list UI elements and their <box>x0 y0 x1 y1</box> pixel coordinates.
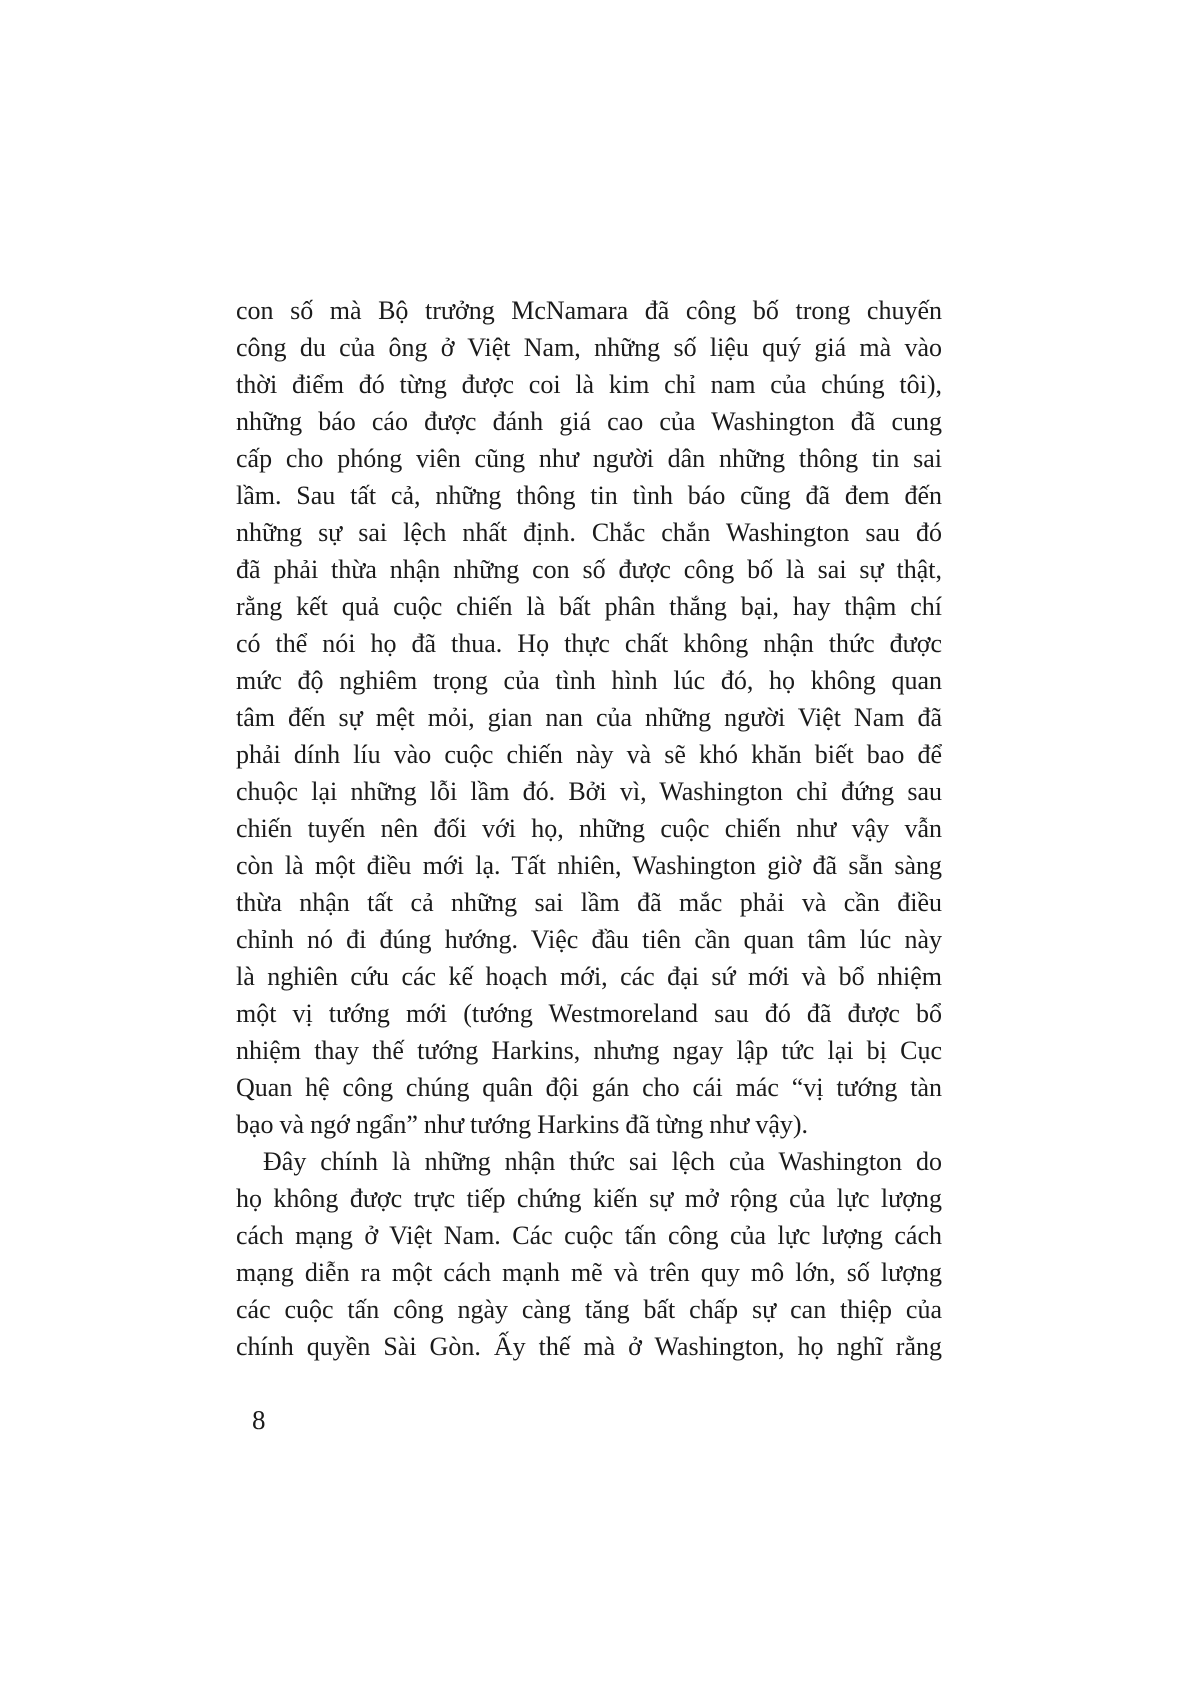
paragraph <box>236 1143 942 1365</box>
text-line: Đây chính là những nhận thức sai lệch của Washington do <box>263 1147 942 1176</box>
text-line: rằng kết quả cuộc chiến là bất phân thắng bại, hay thậm chí <box>236 592 942 621</box>
text-line: một vị tướng mới (tướng Westmoreland sau đó đã được bổ <box>236 999 942 1028</box>
text-line: chiến tuyến nên đối với họ, những cuộc chiến như vậy vẫn <box>236 814 942 843</box>
text-line: chuộc lại những lỗi lầm đó. Bởi vì, Washington chỉ đứng sau <box>236 777 942 806</box>
text-line: chỉnh nó đi đúng hướng. Việc đầu tiên cần quan tâm lúc này <box>236 925 942 954</box>
text-line: phải dính líu vào cuộc chiến này và sẽ khó khăn biết bao để <box>236 740 942 769</box>
text-line: công du của ông ở Việt Nam, những số liệu quý giá mà vào <box>236 333 942 362</box>
text-line: chính quyền Sài Gòn. Ấy thế mà ở Washington, họ nghĩ rằng <box>236 1332 942 1361</box>
text-line: đã phải thừa nhận những con số được công bố là sai sự thật, <box>236 555 942 584</box>
text-line: lầm. Sau tất cả, những thông tin tình báo cũng đã đem đến <box>236 481 942 510</box>
text-line: Quan hệ công chúng quân đội gán cho cái mác “vị tướng tàn <box>236 1073 942 1102</box>
text-line: cách mạng ở Việt Nam. Các cuộc tấn công của lực lượng cách <box>236 1221 942 1250</box>
text-line: còn là một điều mới lạ. Tất nhiên, Washington giờ đã sẵn sàng <box>236 851 942 880</box>
text-line: những báo cáo được đánh giá cao của Washington đã cung <box>236 407 942 436</box>
text-line: thừa nhận tất cả những sai lầm đã mắc phải và cần điều <box>236 888 942 917</box>
text-line: nhiệm thay thế tướng Harkins, nhưng ngay lập tức lại bị Cục <box>236 1036 942 1065</box>
text-line: thời điểm đó từng được coi là kim chỉ nam của chúng tôi), <box>236 370 942 399</box>
text-line: những sự sai lệch nhất định. Chắc chắn Washington sau đó <box>236 518 942 547</box>
text-line: mạng diễn ra một cách mạnh mẽ và trên quy mô lớn, số lượng <box>236 1258 942 1287</box>
text-line: con số mà Bộ trưởng McNamara đã công bố trong chuyến <box>236 296 942 325</box>
text-line: là nghiên cứu các kế hoạch mới, các đại sứ mới và bổ nhiệm <box>236 962 942 991</box>
text-line: bạo và ngớ ngẩn” như tướng Harkins đã từng như vậy). <box>236 1110 809 1139</box>
text-line: tâm đến sự mệt mỏi, gian nan của những người Việt Nam đã <box>236 703 942 732</box>
page-number: 8 <box>252 1405 266 1435</box>
text-block <box>236 292 942 1365</box>
text-line: có thể nói họ đã thua. Họ thực chất không nhận thức được <box>236 629 942 658</box>
text-line: họ không được trực tiếp chứng kiến sự mở rộng của lực lượng <box>236 1184 942 1213</box>
text-line: mức độ nghiêm trọng của tình hình lúc đó, họ không quan <box>236 666 942 695</box>
text-line: các cuộc tấn công ngày càng tăng bất chấp sự can thiệp của <box>236 1295 942 1324</box>
text-line: cấp cho phóng viên cũng như người dân những thông tin sai <box>236 444 942 473</box>
paragraph <box>236 292 942 1143</box>
